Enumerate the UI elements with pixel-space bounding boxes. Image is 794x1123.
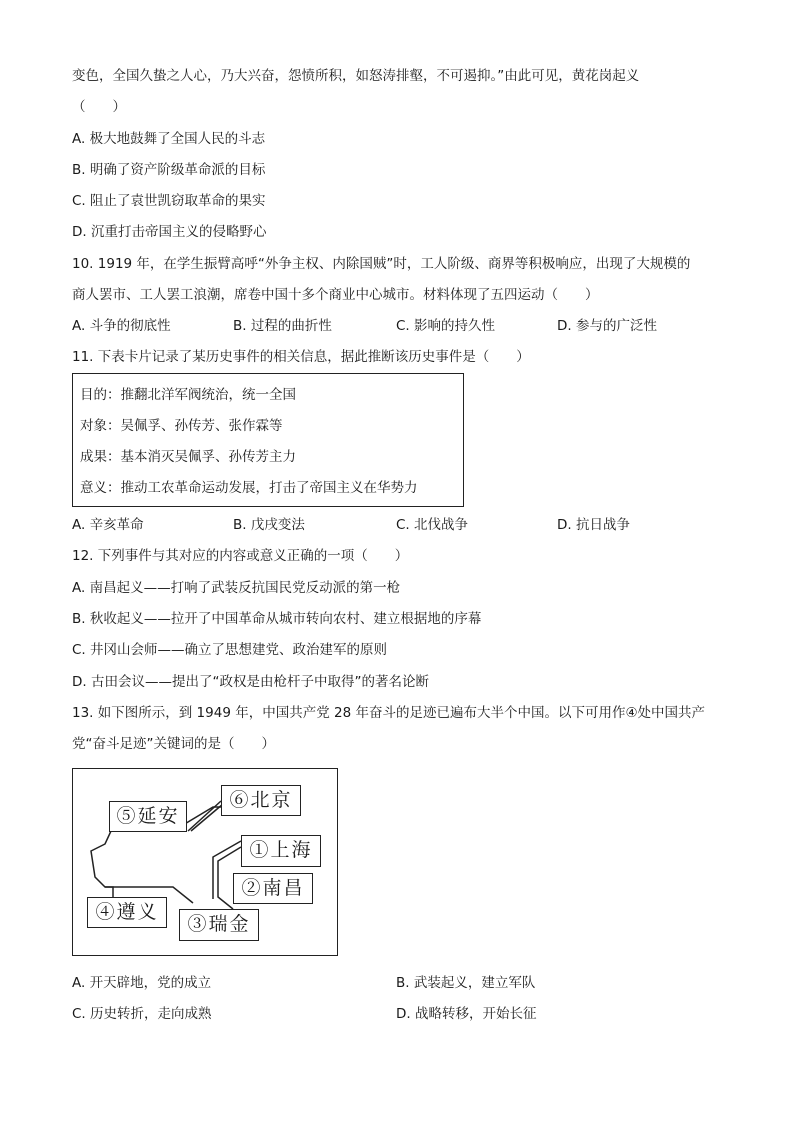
- q9-answer-paren: （ ）: [72, 99, 126, 115]
- card-result: 成果：基本消灭吴佩孚、孙传芳主力: [80, 449, 296, 465]
- map-label-ruijin: ③瑞金: [179, 909, 259, 941]
- q10-option-c: C. 影响的持久性: [396, 318, 496, 334]
- card-target: 对象：吴佩孚、孙传芳、张作霖等: [80, 418, 283, 434]
- q13-option-c: C. 历史转折，走向成熟: [72, 1006, 212, 1022]
- map-label-shanghai: ①上海: [241, 835, 321, 867]
- q11-option-b: B. 戊戌变法: [233, 517, 305, 533]
- card-purpose: 目的：推翻北洋军阀统治，统一全国: [80, 387, 296, 403]
- q12-option-b: B. 秋收起义——拉开了中国革命从城市转向农村、建立根据地的序幕: [72, 611, 482, 627]
- q13-option-b: B. 武装起义，建立军队: [396, 975, 536, 991]
- q9-option-a: A. 极大地鼓舞了全国人民的斗志: [72, 131, 266, 147]
- q11-stem: 11. 下表卡片记录了某历史事件的相关信息，据此推断该历史事件是（ ）: [72, 349, 530, 365]
- q13-option-d: D. 战略转移，开始长征: [396, 1006, 537, 1022]
- q9-stem-continuation: 变色，全国久蛰之人心，乃大兴奋，怨愤所积，如怒涛排壑，不可遏抑。”由此可见，黄花岗起义: [72, 68, 640, 84]
- q9-option-b: B. 明确了资产阶级革命派的目标: [72, 162, 266, 178]
- map-label-yanan: ⑤延安: [109, 801, 187, 832]
- q11-info-card: [72, 373, 464, 507]
- card-significance: 意义：推动工农革命运动发展，打击了帝国主义在华势力: [80, 480, 418, 496]
- map-label-nanchang: ②南昌: [233, 873, 313, 904]
- q12-option-c: C. 井冈山会师——确立了思想建党、政治建军的原则: [72, 642, 388, 658]
- q10-stem-line1: 10. 1919 年，在学生振臂高呼“外争主权、内除国贼”时，工人阶级、商界等积极响应，出现了大规模的: [72, 256, 691, 272]
- q10-stem-line2: 商人罢市、工人罢工浪潮，席卷中国十多个商业中心城市。材料体现了五四运动（ ）: [72, 287, 599, 303]
- q9-option-d: D. 沉重打击帝国主义的侵略野心: [72, 224, 267, 240]
- map-label-beijing: ⑥北京: [221, 785, 301, 816]
- q13-stem-line1: 13. 如下图所示，到 1949 年，中国共产党 28 年奋斗的足迹已遍布大半个中国。以下可用作④处中国共产: [72, 705, 706, 721]
- q13-option-a: A. 开天辟地，党的成立: [72, 975, 212, 991]
- q11-option-c: C. 北伐战争: [396, 517, 469, 533]
- q12-stem: 12. 下列事件与其对应的内容或意义正确的一项（ ）: [72, 548, 409, 564]
- q11-option-a: A. 辛亥革命: [72, 517, 144, 533]
- q10-option-a: A. 斗争的彻底性: [72, 318, 171, 334]
- map-label-zunyi: ④遵义: [87, 897, 167, 928]
- q12-option-d: D. 古田会议——提出了“政权是由枪杆子中取得”的著名论断: [72, 674, 429, 690]
- q11-option-d: D. 抗日战争: [557, 517, 630, 533]
- q13-route-diagram: [72, 768, 338, 956]
- q12-option-a: A. 南昌起义——打响了武装反抗国民党反动派的第一枪: [72, 580, 401, 596]
- q13-stem-line2: 党“奋斗足迹”关键词的是（ ）: [72, 736, 275, 752]
- q9-option-c: C. 阻止了袁世凯窃取革命的果实: [72, 193, 266, 209]
- q10-option-b: B. 过程的曲折性: [233, 318, 332, 334]
- q10-option-d: D. 参与的广泛性: [557, 318, 657, 334]
